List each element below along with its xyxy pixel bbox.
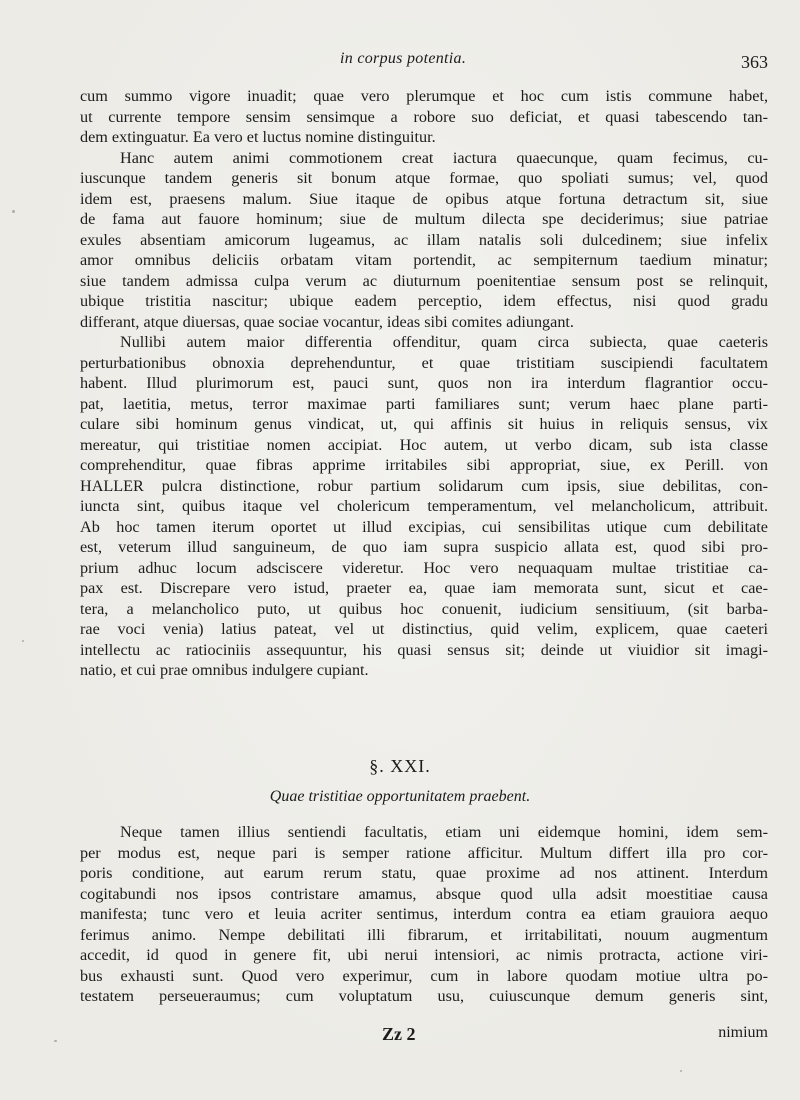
text-line: Hanc autem animi commotionem creat iactura quaecunque, quam fecimus, cu-: [120, 148, 768, 167]
paper-speck: [12, 210, 15, 213]
text-line: rae voci venia) latius pateat, vel ut distinctius, quid velim, explicem, quae caeteri: [80, 620, 768, 638]
text-line: habent. Illud plurimorum est, pauci sunt, quos non ira interdum flagrantior occu-: [80, 374, 768, 392]
text-line: mereatur, qui tristitiae nomen accipiat. Hoc autem, ut verbo dicam, sub ista classe: [80, 435, 768, 454]
text-line: Neque tamen illius sentiendi facultatis, etiam uni eidemque homini, idem sem-: [120, 823, 768, 841]
text-line: testatem perseueraumus; cum voluptatum usu, cuiuscunque demum generis sint,: [80, 987, 768, 1005]
text-line: differant, atque diuersas, quae sociae vocantur, ideas sibi comites adiungant.: [80, 312, 574, 331]
text-line: iuscunque tandem generis sit bonum atque formae, quo spoliati sumus; vel, quod: [80, 169, 768, 187]
text-line: iuncta sint, quibus itaque vel cholericum temperamentum, vel melancholicum, attribuit.: [80, 497, 768, 515]
text-line: siue tandem admissa culpa verum ac diuturnum poenitentiae sensum post se relinquit,: [80, 271, 768, 290]
text-line: cum summo vigore inuadit; quae vero plerumque et hoc cum istis commune habet,: [80, 87, 768, 105]
text-line: de fama aut fauore hominum; siue de multum dilecta spe deciderimus; siue patriae: [80, 210, 768, 228]
paper-speck: [54, 1040, 57, 1042]
paper-speck: [22, 640, 24, 642]
text-line: idem est, praesens malum. Siue itaque de opibus atque fortuna detractum sit, siue: [80, 189, 768, 208]
running-head: [0, 50, 800, 74]
body-text-bottom: [80, 822, 768, 1007]
text-line: natio, et cui prae omnibus indulgere cupiant.: [80, 661, 369, 679]
text-line: prium adhuc locum adsciscere videretur. Hoc vero nequaquam multae tristitiae ca-: [80, 558, 768, 577]
text-line: per modus est, neque pari is semper ratione afficitur. Multum differt illa pro cor-: [80, 843, 768, 862]
text-line: cogitabundi nos ipsos contristare amamus, absque quod ulla adsit moestitiae causa: [80, 884, 768, 903]
text-line: comprehenditur, quae fibras apprime irritabiles sibi appropriat, siue, ex Perill. von: [80, 456, 768, 474]
catchword: nimium: [718, 1024, 768, 1041]
signature-mark: Zz 2: [382, 1024, 416, 1044]
text-line: amor omnibus deliciis orbatam vitam portendit, ac sempiternum taedium minatur;: [80, 251, 768, 269]
text-line: exules absentiam amicorum lugeamus, ac illam natalis soli dulcedinem; siue infelix: [80, 230, 768, 249]
text-line: manifesta; tunc vero et leuia acriter sentimus, interdum contra ea etiam grauiora aequo: [80, 905, 768, 923]
paper-speck: [680, 1070, 682, 1072]
text-line: ut currente tempore sensim sensimque a robore suo deficiat, et quasi tabescendo tan-: [80, 107, 768, 126]
text-line: poris conditione, aut earum rerum statu, quae proxime ad nos attinent. Interdum: [80, 864, 768, 882]
text-line: ferimus animo. Nempe debilitati illi fibrarum, et irritabilitati, nouum augmentum: [80, 925, 768, 944]
page-number: 363: [741, 52, 768, 72]
section-subtitle: Quae tristitiae opportunitatem praebent.: [269, 788, 531, 805]
paragraph: [80, 148, 768, 333]
paragraph: [80, 86, 768, 148]
text-line: culare sibi hominum genus vindicat, ut, qui affinis sit huius in reliquis sensus, vix: [80, 415, 768, 433]
text-line: dem extinguatur. Ea vero et luctus nomine distinguitur.: [80, 128, 436, 146]
text-line: intellectu ac ratiociniis assequuntur, his quasi sensus sit; deinde ut viuidior sit imagi-: [80, 640, 768, 659]
text-line: pat, laetitia, metus, terror maximae parti familiares sunt; verum haec plane parti-: [80, 394, 768, 413]
text-line: Nullibi autem maior differentia offenditur, quam circa subiecta, quae caeteris: [120, 333, 768, 351]
paragraph: [80, 822, 768, 1007]
running-title: in corpus potentia.: [340, 50, 467, 67]
text-line: Ab hoc tamen iterum oportet ut illud excipias, cui sensibilitas utique cum debilitate: [80, 517, 768, 536]
section-number: §. XXI.: [369, 756, 431, 776]
text-line: perturbationibus obnoxia deprehenduntur, et quae tristitiam suscipiendi facultatem: [80, 353, 768, 372]
text-line: HALLER pulcra distinctione, robur partium solidarum cum ipsis, siue debilitas, con-: [80, 476, 768, 495]
text-line: est, veterum illud sanguineum, de quo iam supra suspicio allata est, quod sibi pro-: [80, 538, 768, 556]
paragraph: [80, 332, 768, 681]
text-line: bus exhausti sunt. Quod vero experimur, cum in labore quodam motiue ultra po-: [80, 966, 768, 985]
text-line: tera, a melancholico puto, ut quibus hoc conuenit, iudicium sensitiuum, (sit barba-: [80, 599, 768, 618]
text-line: accedit, id quod in genere fit, ubi nerui intensiori, ac nimis protracta, actione viri-: [80, 946, 768, 964]
body-text-top: [80, 86, 768, 681]
text-line: pax est. Discrepare vero istud, praeter ea, quae iam memorata sunt, sicut et cae-: [80, 579, 768, 597]
text-line: ubique tristitia nascitur; ubique eadem perceptio, idem effectus, nisi quod gradu: [80, 292, 768, 310]
